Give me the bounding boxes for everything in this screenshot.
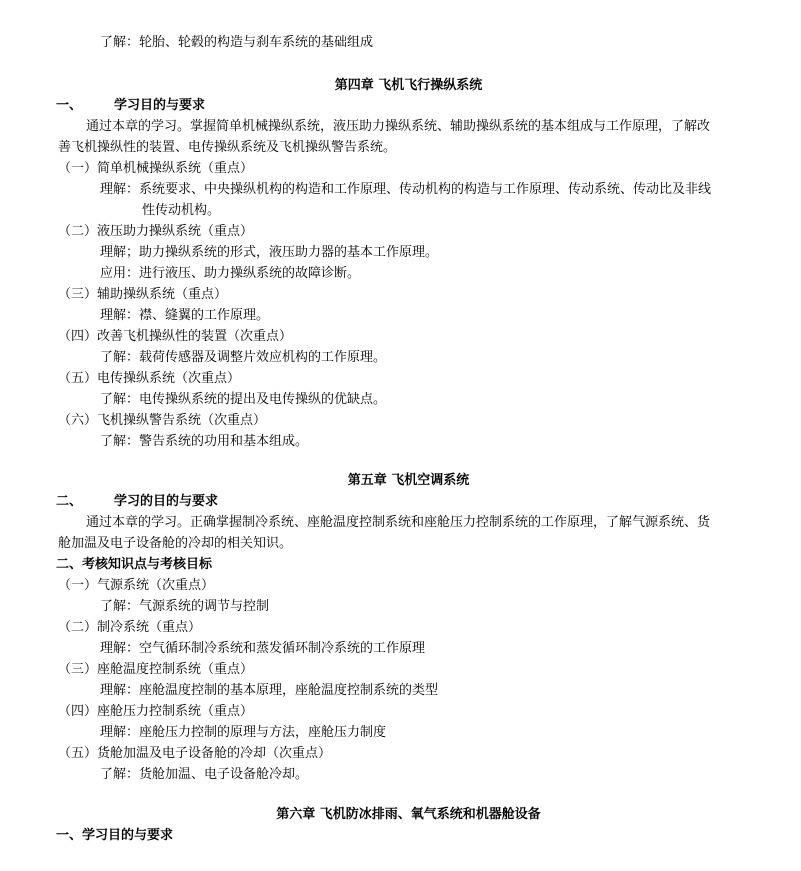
item-text: 了解：气源系统的调节与控制 <box>100 599 270 614</box>
item-text: 理解：座舱压力控制的原理与方法，座舱压力制度 <box>100 725 387 740</box>
item-heading: （二）液压助力操纵系统（重点） <box>58 224 254 239</box>
section-heading: 一、学习目的与要求 <box>56 828 174 843</box>
paragraph-line: 舱加温及电子设备舱的冷却的相关知识。 <box>58 536 293 551</box>
item-text: 理解：系统要求、中央操纵机构的构造和工作原理、传动机构的构造与工作原理、传动系统、传动比及非线 <box>100 182 712 197</box>
item-text: 了解：电传操纵系统的提出及电传操纵的优缺点。 <box>100 392 387 407</box>
item-heading: （二）制冷系统（重点） <box>58 620 202 635</box>
item-text: 理解：空气循环制冷系统和蒸发循环制冷系统的工作原理 <box>100 641 426 656</box>
text-line: 了解：轮胎、轮毂的构造与刹车系统的基础组成 <box>100 35 374 50</box>
item-heading: （四）座舱压力控制系统（重点） <box>58 704 254 719</box>
section-title: 学习目的与要求 <box>114 98 206 113</box>
item-heading: （四）改善飞机操纵性的装置（次重点） <box>58 329 293 344</box>
item-text: 了解：货舱加温、电子设备舱冷却。 <box>100 767 309 782</box>
item-heading: （五）货舱加温及电子设备舱的冷却（次重点） <box>58 746 332 761</box>
chapter-5-section-heading <box>56 492 218 512</box>
item-heading: （三）座舱温度控制系统（重点） <box>58 662 254 677</box>
paragraph-line: 善飞机操纵性的装置、电传操纵系统及飞机操纵警告系统。 <box>58 140 397 155</box>
item-heading: （一）气源系统（次重点） <box>58 578 215 593</box>
item-text: 了解：警告系统的功用和基本组成。 <box>100 434 309 449</box>
paragraph-line: 通过本章的学习。掌握简单机械操纵系统，液压助力操纵系统、辅助操纵系统的基本组成与工作原理，了解改 <box>86 119 711 134</box>
item-heading: （三）辅助操纵系统（重点） <box>58 287 228 302</box>
chapter-4-title: 第四章 飞机飞行操纵系统 <box>334 78 483 93</box>
item-text: 性传动机构。 <box>142 203 221 218</box>
item-text: 应用：进行液压、助力操纵系统的故障诊断。 <box>100 266 361 281</box>
chapter-5-title: 第五章 飞机空调系统 <box>347 473 470 488</box>
section-title: 学习的目的与要求 <box>114 494 219 509</box>
section-number: 一、 <box>56 98 83 113</box>
item-heading: （六）飞机操纵警告系统（次重点） <box>58 413 267 428</box>
chapter-6-title: 第六章 飞机防冰排雨、氧气系统和机器舱设备 <box>276 807 541 822</box>
item-heading: （五）电传操纵系统（次重点） <box>58 371 241 386</box>
item-heading: （一）简单机械操纵系统（重点） <box>58 161 254 176</box>
item-text: 理解；助力操纵系统的形式，液压助力器的基本工作原理。 <box>100 245 439 260</box>
item-text: 了解：载荷传感器及调整片效应机构的工作原理。 <box>100 350 387 365</box>
chapter-4-section-heading <box>56 96 205 116</box>
section-number: 二、 <box>56 494 83 509</box>
section-heading: 二、考核知识点与考核目标 <box>56 557 213 572</box>
item-text: 理解：座舱温度控制的基本原理，座舱温度控制系统的类型 <box>100 683 439 698</box>
item-text: 理解：襟、缝翼的工作原理。 <box>100 308 270 323</box>
paragraph-line: 通过本章的学习。正确掌握制冷系统、座舱温度控制系统和座舱压力控制系统的工作原理，了解气源系统、货 <box>86 515 711 530</box>
